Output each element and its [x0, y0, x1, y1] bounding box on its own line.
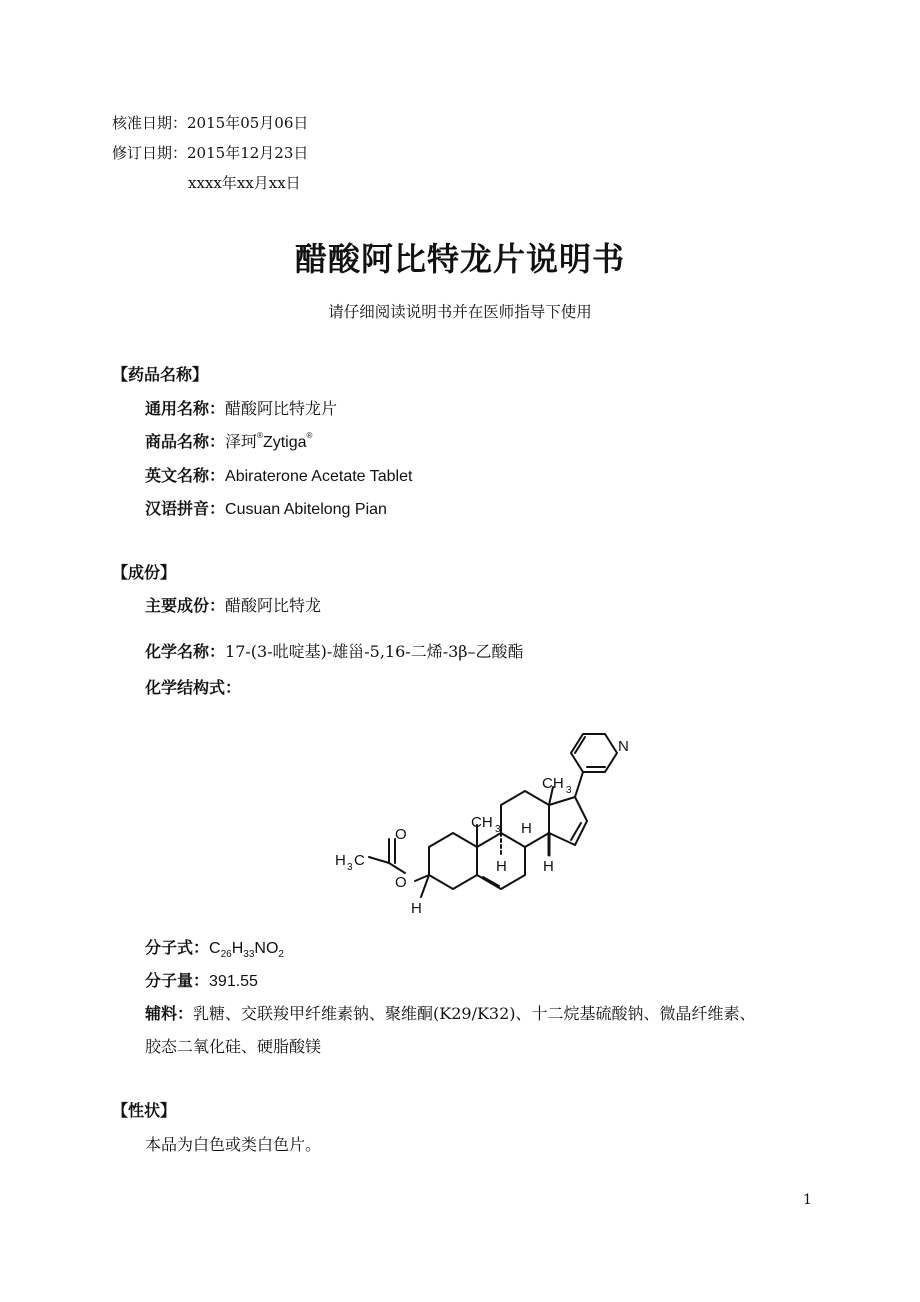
atom-h-1: H — [521, 820, 532, 837]
chemical-structure-diagram — [325, 715, 655, 925]
structure-label: 化学结构式： — [145, 678, 242, 697]
revision-date: 2015年12月23日 — [187, 144, 309, 162]
weight-row — [145, 968, 258, 991]
english-name-value: Abiraterone Acetate Tablet — [225, 468, 413, 485]
pinyin-label: 汉语拼音： — [145, 499, 226, 518]
generic-name-row — [145, 396, 337, 419]
formula-c-sub: 26 — [220, 949, 232, 961]
formula-h-sub: 33 — [243, 949, 255, 961]
pinyin-row — [145, 496, 387, 519]
structure-bonds — [369, 734, 617, 897]
pinyin-value: Cusuan Abitelong Pian — [225, 501, 387, 518]
approval-date: 2015年05月06日 — [187, 114, 309, 132]
excipients-line1: 乳糖、交联羧甲纤维素钠、聚维酮(K29/K32)、十二烷基硫酸钠、微晶纤维素、 — [193, 1004, 756, 1023]
atom-n: N — [618, 738, 629, 755]
composition-heading: 【成份】 — [112, 563, 177, 582]
main-ingredient-value: 醋酸阿比特龙 — [225, 596, 322, 615]
chemical-name-row — [145, 639, 524, 662]
properties-text — [145, 1132, 321, 1155]
properties-value: 本品为白色或类白色片。 — [145, 1135, 322, 1154]
trade-name-en: Zytiga — [262, 434, 307, 451]
chemical-name-label: 化学名称： — [145, 642, 226, 661]
main-ingredient-row — [145, 593, 321, 616]
registered-mark-2: ® — [306, 431, 313, 440]
properties-heading: 【性状】 — [112, 1101, 177, 1120]
atom-h3c-h: H — [335, 852, 346, 869]
registered-mark: ® — [257, 431, 263, 440]
extra-date: xxxx年xx月xx日 — [188, 174, 301, 192]
formula-label: 分子式： — [145, 938, 210, 957]
structure-label-row — [145, 675, 241, 698]
formula-no: NO — [254, 940, 279, 957]
formula-c: C — [209, 940, 221, 957]
main-ingredient-label: 主要成份： — [145, 596, 226, 615]
atom-h-2: H — [496, 858, 507, 875]
excipients-row — [145, 1001, 756, 1024]
formula-no-sub: 2 — [278, 949, 284, 961]
page-number: 1 — [803, 1192, 812, 1208]
english-name-row — [145, 463, 412, 486]
atom-h-4: H — [411, 900, 422, 917]
weight-label: 分子量： — [145, 971, 210, 990]
atom-ch3-mid: CH — [471, 814, 493, 831]
generic-name-value: 醋酸阿比特龙片 — [225, 399, 338, 418]
excipients-label: 辅料： — [145, 1004, 194, 1023]
approval-label: 核准日期： — [112, 114, 188, 132]
formula-row — [145, 935, 284, 960]
trade-name-row — [145, 429, 312, 452]
generic-name-label: 通用名称： — [145, 399, 226, 418]
atom-h3c-c: C — [354, 852, 365, 869]
trade-name-cn: 泽珂 — [225, 432, 258, 451]
atom-ch3-top-sub: 3 — [566, 785, 572, 796]
atom-ch3-top: CH — [542, 775, 564, 792]
drug-name-heading: 【药品名称】 — [112, 365, 209, 384]
revision-date-line — [112, 142, 308, 163]
page-title: 醋酸阿比特龙片说明书 — [294, 240, 625, 278]
english-name-label: 英文名称： — [145, 466, 226, 485]
revision-label: 修订日期： — [112, 144, 188, 162]
atom-o-carbonyl: O — [395, 826, 407, 843]
excipients-line2: 胶态二氧化硅、硬脂酸镁 — [145, 1037, 322, 1056]
page-subtitle: 请仔细阅读说明书并在医师指导下使用 — [328, 303, 592, 321]
atom-ch3-mid-sub: 3 — [495, 824, 501, 835]
trade-name-label: 商品名称： — [145, 432, 226, 451]
atom-o-ester: O — [395, 874, 407, 891]
weight-value: 391.55 — [209, 973, 258, 990]
atom-h3c-sub: 3 — [347, 862, 353, 873]
chemical-name-value: 17-(3-吡啶基)-雄甾-5,16-二烯-3β–乙酸酯 — [225, 642, 524, 661]
formula-h: H — [231, 940, 244, 957]
approval-date-line — [112, 112, 308, 133]
excipients-row-2 — [145, 1034, 321, 1057]
atom-h-3: H — [543, 858, 554, 875]
